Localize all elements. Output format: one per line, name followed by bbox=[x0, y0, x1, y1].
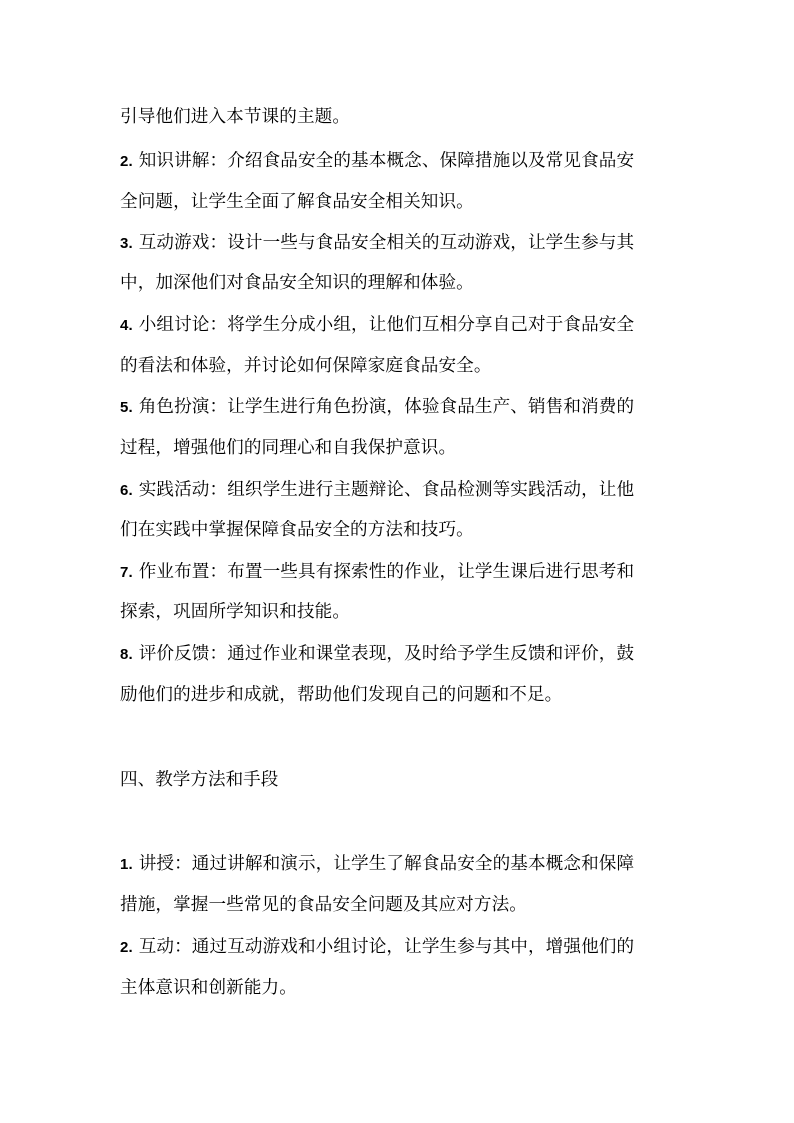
step-number: 7. bbox=[120, 564, 133, 581]
step-text: 小组讨论：将学生分成小组，让他们互相分享自己对于食品安全 bbox=[138, 315, 635, 335]
step-text: 互动游戏：设计一些与食品安全相关的互动游戏，让学生参与其 bbox=[138, 233, 635, 253]
step-7-line-1 bbox=[120, 561, 680, 584]
step-number: 4. bbox=[120, 317, 133, 334]
method-1-line-2: 措施，掌握一些常见的食品安全问题及其应对方法。 bbox=[120, 895, 527, 915]
step-6-line-1 bbox=[120, 479, 680, 502]
method-2-line-2: 主体意识和创新能力。 bbox=[120, 978, 297, 998]
method-text: 互动：通过互动游戏和小组讨论，让学生参与其中，增强他们的 bbox=[138, 937, 635, 957]
method-1-line-1 bbox=[120, 853, 680, 876]
step-number: 6. bbox=[120, 482, 133, 499]
step-text: 角色扮演：让学生进行角色扮演，体验食品生产、销售和消费的 bbox=[138, 397, 635, 417]
section-heading: 四、教学方法和手段 bbox=[120, 770, 279, 790]
step-text: 实践活动：组织学生进行主题辩论、食品检测等实践活动，让他 bbox=[138, 480, 635, 500]
method-number: 2. bbox=[120, 939, 133, 956]
step-number: 3. bbox=[120, 235, 133, 252]
step-text: 知识讲解：介绍食品安全的基本概念、保障措施以及常见食品安 bbox=[138, 151, 635, 171]
step-3-line-1 bbox=[120, 232, 680, 255]
step-2-line-2: 全问题，让学生全面了解食品安全相关知识。 bbox=[120, 192, 474, 212]
step-number: 8. bbox=[120, 646, 133, 663]
step-7-line-2: 探索，巩固所学知识和技能。 bbox=[120, 602, 351, 622]
step-number: 2. bbox=[120, 153, 133, 170]
method-text: 讲授：通过讲解和演示，让学生了解食品安全的基本概念和保障 bbox=[138, 854, 635, 874]
step-5-line-2: 过程，增强他们的同理心和自我保护意识。 bbox=[120, 438, 457, 458]
step-5-line-1 bbox=[120, 396, 680, 419]
step-2-line-1 bbox=[120, 150, 680, 173]
method-number: 1. bbox=[120, 856, 133, 873]
step-4-line-2: 的看法和体验，并讨论如何保障家庭食品安全。 bbox=[120, 356, 492, 376]
step-3-line-2: 中，加深他们对食品安全知识的理解和体验。 bbox=[120, 273, 474, 293]
step-8-line-2: 励他们的进步和成就，帮助他们发现自己的问题和不足。 bbox=[120, 685, 563, 705]
method-2-line-1 bbox=[120, 936, 680, 959]
step-text: 评价反馈：通过作业和课堂表现，及时给予学生反馈和评价，鼓 bbox=[138, 644, 635, 664]
step-text: 作业布置：布置一些具有探索性的作业，让学生课后进行思考和 bbox=[138, 562, 635, 582]
intro-line: 引导他们进入本节课的主题。 bbox=[120, 107, 351, 127]
step-8-line-1 bbox=[120, 643, 680, 666]
step-6-line-2: 们在实践中掌握保障食品安全的方法和技巧。 bbox=[120, 520, 474, 540]
step-number: 5. bbox=[120, 399, 133, 416]
step-4-line-1 bbox=[120, 314, 680, 337]
